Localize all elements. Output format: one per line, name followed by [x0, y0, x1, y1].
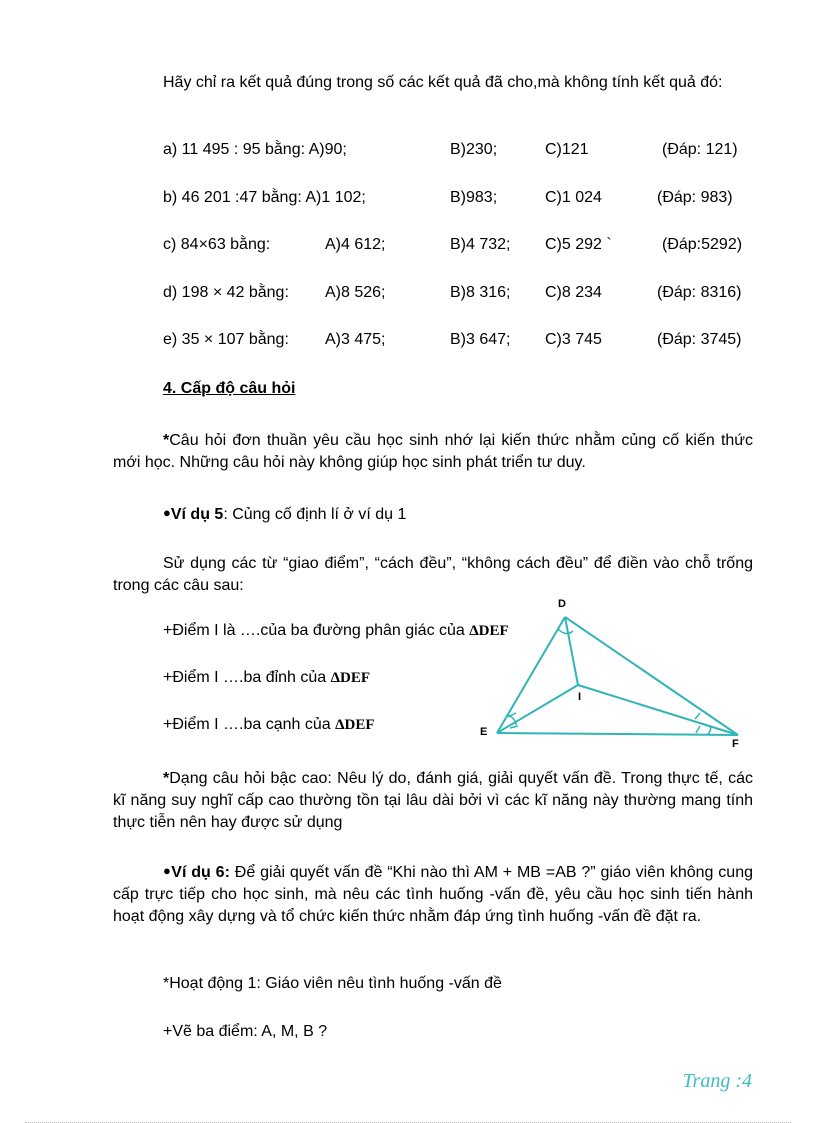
example-6-paragraph — [113, 860, 753, 928]
bisector-f — [578, 685, 738, 735]
side-ef — [497, 733, 738, 735]
exercise-e-option-a: A)3 475; — [325, 331, 386, 348]
exercise-c-option-c: C)5 292 ` — [545, 236, 612, 253]
label-i: I — [578, 691, 582, 703]
fill-line-2-triangle: ΔDEF — [330, 670, 371, 686]
level-high-text: Dạng câu hỏi bậc cao: Nêu lý do, đánh giá, giải quyết vấn đề. Trong thực tế, các kĩ năng suy nghĩ cấp cao thường tồn tại lâu dài bởi vì các kĩ năng này thường mang tính thực tiễn nên hay được sử dụng — [113, 770, 753, 831]
example-5-label: Ví dụ 5 — [170, 506, 224, 523]
level-basic-paragraph — [113, 430, 753, 474]
exercise-e-answer: (Đáp: 3745) — [657, 331, 742, 348]
fill-line-3 — [163, 716, 375, 734]
side-df — [565, 617, 738, 735]
example-5 — [163, 505, 406, 524]
exercise-d-question: d) 198 × 42 bằng: — [163, 284, 289, 301]
exercise-b-question: b) 46 201 :47 bằng: A)1 102; — [163, 189, 366, 206]
label-d: D — [558, 598, 566, 610]
exercise-c-answer: (Đáp:5292) — [662, 236, 743, 253]
exercise-c-question: c) 84×63 bằng: — [163, 236, 271, 253]
intro-paragraph: Hãy chỉ ra kết quả đúng trong số các kết quả đã cho,mà không tính kết quả đó: — [163, 74, 723, 91]
example-6-text: Để giải quyết vấn đề “Khi nào thì AM + MB =AB ?” giáo viên không cung cấp trực tiếp cho học sinh, mà nêu các tình huống -vấn đề, yêu cầu học sinh tiến hành hoạt động xây dựng và tổ chức kiến thức nhằm đáp ứng tình huống -vấn đề đặt ra. — [113, 864, 754, 925]
angle-mark-f1 — [695, 713, 700, 719]
exercise-a-answer: (Đáp: 121) — [662, 141, 738, 158]
exercise-b-answer: (Đáp: 983) — [657, 189, 733, 206]
example-5-text: : Củng cố định lí ở ví dụ 1 — [223, 506, 407, 523]
exercise-c-option-a: A)4 612; — [325, 236, 386, 253]
fill-line-1 — [163, 622, 509, 640]
exercise-d-option-c: C)8 234 — [545, 284, 602, 301]
angle-mark-f2 — [696, 726, 700, 733]
level-high-paragraph — [113, 768, 753, 834]
bisector-d — [565, 617, 578, 685]
triangle-figure — [470, 595, 760, 755]
fill-line-2 — [163, 669, 370, 687]
exercise-d-answer: (Đáp: 8316) — [657, 284, 742, 301]
angle-arc-d — [558, 629, 573, 634]
bullet-icon: ● — [163, 863, 172, 878]
fill-line-3-text: +Điểm I ….ba cạnh của — [163, 716, 331, 733]
example-6-label: Ví dụ 6: — [171, 864, 230, 881]
angle-mark-e2 — [510, 726, 518, 728]
label-e: E — [480, 726, 488, 738]
exercise-b-option-c: C)1 024 — [545, 189, 602, 206]
label-f: F — [732, 738, 739, 750]
side-de — [497, 617, 565, 733]
exercise-a-option-c: C)121 — [545, 141, 589, 158]
exercise-e-option-c: C)3 745 — [545, 331, 602, 348]
bullet-icon: ● — [163, 505, 171, 520]
fill-line-3-triangle: ΔDEF — [335, 717, 375, 733]
level-basic-text: Câu hỏi đơn thuần yêu cầu học sinh nhớ lại kiến thức nhằm củng cố kiến thức mới học. Những câu hỏi này không giúp học sinh phát triển tư duy. — [113, 432, 753, 471]
exercise-c-option-b: B)4 732; — [450, 236, 511, 253]
triangle-figure-svg — [470, 595, 760, 755]
bisector-e — [497, 685, 578, 733]
draw-points-line: +Vẽ ba điểm: A, M, B ? — [163, 1023, 328, 1040]
fill-line-2-text: +Điểm I ….ba đỉnh của — [163, 669, 327, 686]
asterisk-icon: * — [163, 432, 170, 449]
exercise-e-question: e) 35 × 107 bằng: — [163, 331, 289, 348]
section-heading: 4. Cấp độ câu hỏi — [163, 380, 296, 397]
page-footer: Trang :4 — [682, 1070, 752, 1092]
exercise-e-option-b: B)3 647; — [450, 331, 511, 348]
exercise-a-option-b: B)230; — [450, 141, 498, 158]
activity-1: *Hoạt động 1: Giáo viên nêu tình huống -vấn đề — [163, 975, 502, 992]
fill-instruction-paragraph: Sử dụng các từ “giao điểm”, “cách đều”, “không cách đều” để điền vào chỗ trống trong các câu sau: — [113, 555, 753, 594]
fill-line-1-triangle: ΔDEF — [469, 623, 509, 639]
exercise-a-question: a) 11 495 : 95 bằng: A)90; — [163, 141, 347, 158]
exercise-b-option-b: B)983; — [450, 189, 498, 206]
exercise-d-option-b: B)8 316; — [450, 284, 511, 301]
fill-line-1-text: +Điểm I là ….của ba đường phân giác của — [163, 622, 465, 639]
asterisk-icon: * — [163, 770, 170, 787]
exercise-d-option-a: A)8 526; — [325, 284, 386, 301]
